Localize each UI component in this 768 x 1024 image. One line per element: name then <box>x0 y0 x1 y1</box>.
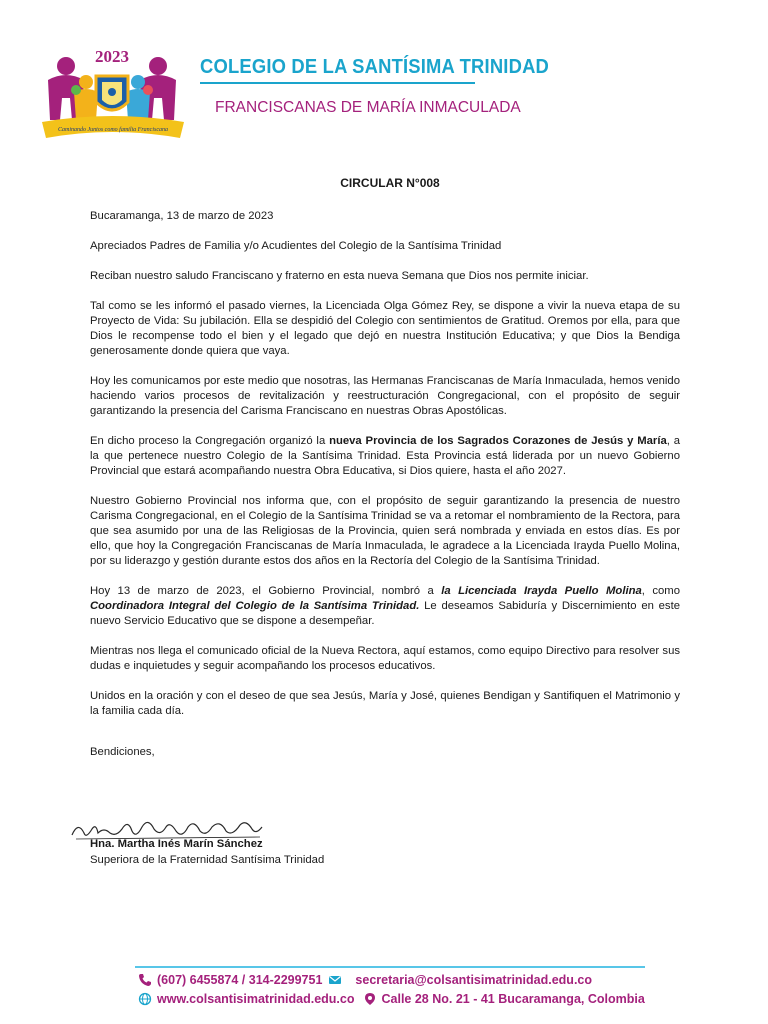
footer-contact-row <box>138 973 592 987</box>
paragraph-rector: Nuestro Gobierno Provincial nos informa que, con el propósito de seguir garantizando la presencia de nuestro Carisma Congregacional, en el Colegio de la Santísima Trinidad se va a retomar el nombramiento de la Rectora, para que sea asumido por una de las Religiosas de la Provincia, quien será nombrada y enviada en estos días. Es por ello, que hoy la Congregación Franciscanas de María Inmaculada, le agradece a la Licenciada Irayda Puello Molina, por su liderazgo y gestión durante estos dos años en la Rectoría del Colegio de la Santísima Trinidad. <box>90 495 680 567</box>
p5-text-c: Le deseamos Sabiduría y Discernimiento en este nuevo Servicio Educativo que se dispone a desempeñar. <box>90 600 680 627</box>
paragraph-restructuring: Hoy les comunicamos por este medio que nosotras, las Hermanas Franciscanas de María Inmaculada, hemos venido haciendo varios procesos de revitalización y reestructuración Congregacional, con el propósito de seguir garantizando la presencia del Carisma Franciscano en nuestras Obras Apostólicas. <box>90 375 680 417</box>
p5-bold-role: Coordinadora Integral del Colegio de la Santísima Trinidad. <box>90 600 420 612</box>
p3-bold-province: nueva Provincia de los Sagrados Corazones de Jesús y María <box>329 435 667 447</box>
logo-year: 2023 <box>95 47 129 66</box>
school-name: COLEGIO DE LA SANTÍSIMA TRINIDAD <box>200 56 550 78</box>
logo-ribbon-text: Caminando Juntos como familia Franciscana <box>58 127 168 133</box>
letter-salutation: Apreciados Padres de Familia y/o Acudientes del Colegio de la Santísima Trinidad <box>90 240 502 252</box>
mail-icon <box>328 973 342 987</box>
footer-divider <box>135 966 645 968</box>
school-logo <box>38 40 188 148</box>
letter-body <box>90 176 680 775</box>
footer-address-row <box>138 992 645 1006</box>
signer-name: Hna. Martha Inés Marín Sánchez <box>90 838 263 850</box>
paragraph-new-province <box>90 434 680 479</box>
paragraph-support: Mientras nos llega el comunicado oficial de la Nueva Rectora, aquí estamos, como equipo Directivo para resolver sus dudas e inquietudes y seguir acompañando los procesos educativos. <box>90 645 680 672</box>
p3-text-b: , a la que pertenece nuestro Colegio de la Santísima Trinidad. Esta Provincia está liderada por un nuevo Gobierno Provincial que estará acompañando nuestra Obra Educativa, si Dios quiere, hasta el año 2027. <box>90 435 680 477</box>
letter-greeting: Reciban nuestro saludo Franciscano y fraterno en esta nueva Semana que Dios nos permite iniciar. <box>90 270 589 282</box>
phone-icon <box>138 973 152 987</box>
p5-text-a: Hoy 13 de marzo de 2023, el Gobierno Provincial, nombró a <box>90 585 442 597</box>
footer-website[interactable]: www.colsantisimatrinidad.edu.co <box>157 992 355 1006</box>
p3-text-a: En dicho proceso la Congregación organizó la <box>90 435 330 447</box>
paragraph-retirement: Tal como se les informó el pasado viernes, la Licenciada Olga Gómez Rey, se dispone a vivir la nueva etapa de su Proyecto de Vida: Su jubilación. Ella se despidió del Colegio con sentimientos de Gratitud. Oremos por ella, para que Dios le recompense todo el bien y el legado que dejó en nuestra Institución Educativa; y que Dios la Bendiga generosamente donde quiera que vaya. <box>90 300 680 357</box>
footer-email[interactable]: secretaria@colsantisimatrinidad.edu.co <box>355 973 593 987</box>
circular-title: CIRCULAR N°008 <box>340 176 440 190</box>
p5-text-b: , como <box>641 585 680 597</box>
paragraph-appointment <box>90 584 680 629</box>
signer-role: Superiora de la Fraternidad Santísima Trinidad <box>90 854 325 866</box>
header-rule <box>200 82 475 84</box>
location-pin-icon <box>363 992 377 1006</box>
letter-date: Bucaramanga, 13 de marzo de 2023 <box>90 210 274 222</box>
globe-icon <box>138 992 152 1006</box>
footer-address: Calle 28 No. 21 - 41 Bucaramanga, Colombia <box>381 992 645 1006</box>
congregation-name: FRANCISCANAS DE MARÍA INMACULADA <box>215 99 521 116</box>
signature-block <box>70 815 470 875</box>
p5-bold-name: la Licenciada Irayda Puello Molina <box>441 585 642 597</box>
paragraph-prayer: Unidos en la oración y con el deseo de que sea Jesús, María y José, quienes Bendigan y Santifiquen el Matrimonio y la familia cada día. <box>90 690 680 717</box>
footer-phone: (607) 6455874 / 314-2299751 <box>157 973 323 987</box>
letter-closing: Bendiciones, <box>90 746 155 758</box>
